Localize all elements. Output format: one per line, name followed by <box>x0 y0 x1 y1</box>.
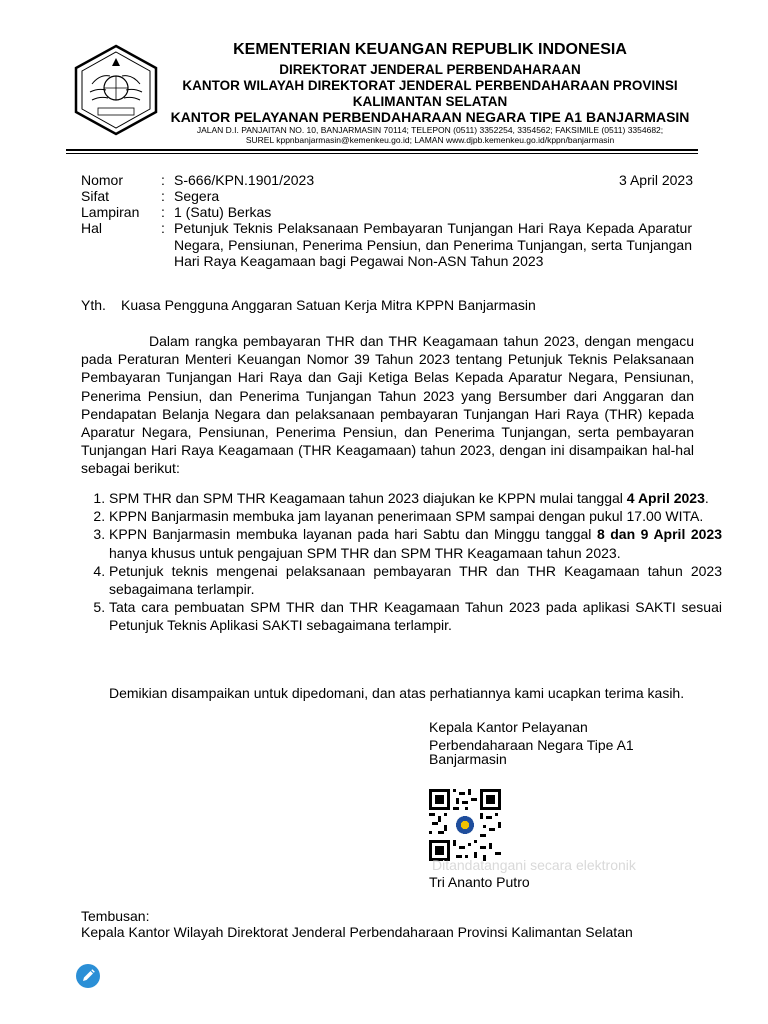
letterhead-divider-thin <box>66 153 698 154</box>
pencil-icon <box>76 975 100 992</box>
sifat-colon: : <box>161 188 165 204</box>
nomor-value: S-666/KPN.1901/2023 <box>174 172 315 188</box>
sifat-label: Sifat <box>81 188 110 204</box>
list-item: 4. Petunjuk teknis mengenai pelaksanaan pembayaran THR dan THR Keagamaan tahun 2023 sebagaimana terlampir. <box>109 562 722 598</box>
list-item: 2. KPPN Banjarmasin membuka jam layanan penerimaan SPM sampai dengan pukul 17.00 WITA. <box>109 507 722 525</box>
signer-title-line2: Perbendaharaan Negara Tipe A1 <box>429 737 634 753</box>
signer-title-line1: Kepala Kantor Pelayanan <box>429 719 588 735</box>
directorate-name: DIREKTORAT JENDERAL PERBENDAHARAAN <box>279 62 581 77</box>
regional-office-line2: KALIMANTAN SELATAN <box>352 94 508 109</box>
hal-value: Petunjuk Teknis Pelaksanaan Pembayaran Tunjangan Hari Raya Kepada Aparatur Negara, Pensiunan, Penerima Pensiun, dan Penerima Tunjangan, serta Tunjangan Hari Raya Keagamaan bagi Pegawai Non-ASN Tahun 2023 <box>174 220 692 269</box>
lampiran-label: Lampiran <box>81 204 140 220</box>
letterhead-divider-thick <box>66 149 698 151</box>
nomor-colon: : <box>161 172 165 188</box>
lampiran-value: 1 (Satu) Berkas <box>174 204 272 220</box>
lampiran-colon: : <box>161 204 165 220</box>
electronic-signature-note: Ditandatangani secara elektronik <box>432 857 636 873</box>
signer-title-line3: Banjarmasin <box>429 751 507 767</box>
intro-paragraph: Dalam rangka pembayaran THR dan THR Keagamaan tahun 2023, dengan mengacu pada Peraturan Menteri Keuangan Nomor 39 Tahun 2023 tentang Petunjuk Teknis Pelaksanaan Pembayaran Tunjangan Hari Raya dan Gaji Ketiga Belas Kepada Aparatur Negara, Pensiunan, Penerima Pensiun, dan Penerima Tunjangan Tahun 2023 yang Bersumber dari Anggaran dan Pendapatan Belanja Negara dan pelaksanaan pembayaran Tunjangan Hari Raya (THR) kepada Aparatur Negara, Pensiunan, Penerima Pensiun, dan Penerima Tunjangan, serta pembayaran Tunjangan Hari Raya Keagamaan (THR Keagamaan) tahun 2023, dengan ini disampaikan hal-hal sebagai berikut: <box>81 333 694 477</box>
sifat-value: Segera <box>174 188 220 204</box>
regional-office-line1: KANTOR WILAYAH DIREKTORAT JENDERAL PERBENDAHARAAN PROVINSI <box>182 78 678 93</box>
office-address: JALAN D.I. PANJAITAN NO. 10, BANJARMASIN 70114; TELEPON (0511) 3352254, 3354562; FAKSIMILE (0511) 3354682; <box>196 125 664 135</box>
letter-date: 3 April 2023 <box>619 172 693 188</box>
list-item: 3. KPPN Banjarmasin membuka layanan pada hari Sabtu dan Minggu tanggal 8 dan 9 April 2023 hanya khusus untuk pengajuan SPM THR dan SPM THR Keagamaan tahun 2023. <box>109 525 722 561</box>
nomor-label: Nomor <box>81 172 124 188</box>
hal-colon: : <box>161 220 165 236</box>
kemenkeu-emblem-icon <box>70 44 162 136</box>
list-item: 1. SPM THR dan SPM THR Keagamaan tahun 2023 diajukan ke KPPN mulai tanggal 4 April 2023. <box>109 489 722 507</box>
edit-button[interactable] <box>76 964 100 988</box>
office-contact: SUREL kppnbanjarmasin@kemenkeu.go.id; LAMAN www.djpb.kemenkeu.go.id/kppn/banjarmasin <box>245 135 615 145</box>
instruction-list <box>81 489 722 635</box>
recipient-label: Yth. <box>81 297 106 313</box>
tembusan-value: Kepala Kantor Wilayah Direktorat Jenderal Perbendaharaan Provinsi Kalimantan Selatan <box>81 924 633 940</box>
closing-sentence: Demikian disampaikan untuk dipedomani, dan atas perhatiannya kami ucapkan terima kasih. <box>109 685 685 701</box>
hal-label: Hal <box>81 220 103 236</box>
recipient-value: Kuasa Pengguna Anggaran Satuan Kerja Mitra KPPN Banjarmasin <box>121 297 536 313</box>
signer-name: Tri Ananto Putro <box>429 874 530 890</box>
list-item: 5. Tata cara pembuatan SPM THR dan THR Keagamaan Tahun 2023 pada aplikasi SAKTI sesuai Petunjuk Teknis Aplikasi SAKTI sebagaimana terlampir. <box>109 598 722 634</box>
ministry-name: KEMENTERIAN KEUANGAN REPUBLIK INDONESIA <box>233 41 627 58</box>
office-name: KANTOR PELAYANAN PERBENDAHARAAN NEGARA TIPE A1 BANJARMASIN <box>170 109 690 125</box>
tembusan-label: Tembusan: <box>81 908 150 924</box>
qr-code-icon <box>429 789 501 861</box>
